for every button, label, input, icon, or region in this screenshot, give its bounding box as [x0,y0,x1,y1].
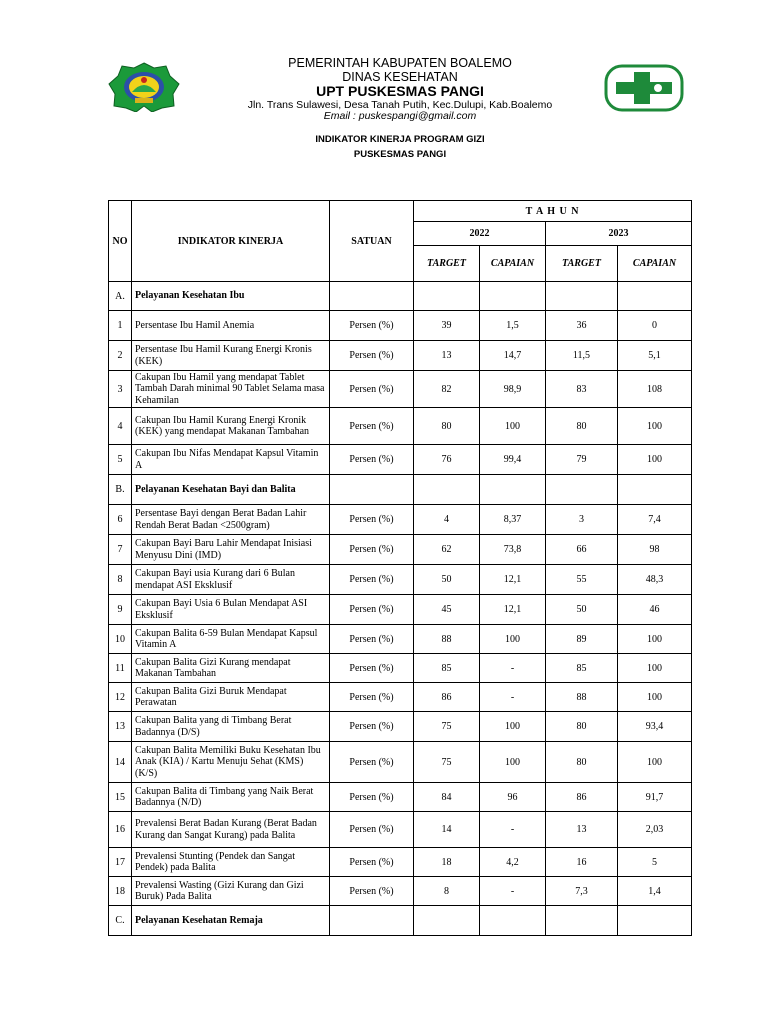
indicator-table [108,200,692,936]
row-number: 1 [109,311,132,341]
capaian-2023: 5 [618,848,692,877]
letterhead-department: DINAS KESEHATAN [342,70,458,84]
indicator-name: Persentase Ibu Hamil Kurang Energi Kronis (KEK) [132,341,330,371]
capaian-2023: 100 [618,683,692,712]
empty-cell [546,906,618,936]
indicator-name: Cakupan Bayi Baru Lahir Mendapat Inisiasi Menyusu Dini (IMD) [132,535,330,565]
indicator-name: Cakupan Balita Gizi Buruk Mendapat Perawatan [132,683,330,712]
unit: Persen (%) [330,683,414,712]
target-2022: 8 [414,877,480,906]
capaian-2023: 98 [618,535,692,565]
capaian-2022: - [480,683,546,712]
target-2023: 80 [546,712,618,742]
unit: Persen (%) [330,812,414,848]
unit: Persen (%) [330,848,414,877]
section-letter: A. [109,282,132,311]
target-2022: 75 [414,712,480,742]
row-number: 9 [109,595,132,625]
unit: Persen (%) [330,712,414,742]
target-2022: 13 [414,341,480,371]
table-row [109,712,692,742]
empty-cell [414,475,480,505]
indicator-name: Cakupan Ibu Hamil Kurang Energi Kronik (KEK) yang mendapat Makanan Tambahan [132,408,330,445]
target-2023: 11,5 [546,341,618,371]
capaian-2023: 5,1 [618,341,692,371]
table-row [109,371,692,408]
letterhead-address: Jln. Trans Sulawesi, Desa Tanah Putih, Kec.Dulupi, Kab.Boalemo [247,99,553,111]
empty-cell [330,475,414,505]
capaian-2023: 93,4 [618,712,692,742]
empty-cell [480,475,546,505]
empty-cell [414,906,480,936]
capaian-2022: - [480,877,546,906]
row-number: 13 [109,712,132,742]
section-letter: C. [109,906,132,936]
indicator-name: Prevalensi Berat Badan Kurang (Berat Badan Kurang dan Sangat Kurang) pada Balita [132,812,330,848]
table-row [109,683,692,712]
target-2023: 50 [546,595,618,625]
row-number: 15 [109,783,132,812]
target-2023: 3 [546,505,618,535]
target-2023: 66 [546,535,618,565]
row-number: 2 [109,341,132,371]
indicator-name: Persentase Ibu Hamil Anemia [132,311,330,341]
row-number: 16 [109,812,132,848]
target-2023: 80 [546,742,618,783]
header-target-2023: TARGET [546,246,618,282]
table-row [109,341,692,371]
capaian-2022: 100 [480,625,546,654]
header-capaian-2022: CAPAIAN [480,246,546,282]
unit: Persen (%) [330,625,414,654]
indicator-name: Prevalensi Wasting (Gizi Kurang dan Gizi Buruk) Pada Balita [132,877,330,906]
unit: Persen (%) [330,311,414,341]
row-number: 10 [109,625,132,654]
unit: Persen (%) [330,783,414,812]
capaian-2023: 1,4 [618,877,692,906]
row-number: 14 [109,742,132,783]
indicator-name: Cakupan Bayi usia Kurang dari 6 Bulan mendapat ASI Eksklusif [132,565,330,595]
empty-cell [330,906,414,936]
capaian-2023: 100 [618,625,692,654]
row-number: 18 [109,877,132,906]
capaian-2022: 100 [480,712,546,742]
capaian-2023: 48,3 [618,565,692,595]
table-row [109,783,692,812]
row-number: 5 [109,445,132,475]
capaian-2023: 2,03 [618,812,692,848]
capaian-2023: 108 [618,371,692,408]
table-row [109,505,692,535]
section-letter: B. [109,475,132,505]
capaian-2022: 100 [480,408,546,445]
capaian-2022: - [480,812,546,848]
table-row [109,877,692,906]
target-2022: 14 [414,812,480,848]
target-2023: 85 [546,654,618,683]
unit: Persen (%) [330,505,414,535]
target-2023: 80 [546,408,618,445]
indicator-name: Prevalensi Stunting (Pendek dan Sangat Pendek) pada Balita [132,848,330,877]
row-number: 11 [109,654,132,683]
target-2022: 45 [414,595,480,625]
table-row [109,595,692,625]
capaian-2023: 7,4 [618,505,692,535]
row-number: 3 [109,371,132,408]
unit: Persen (%) [330,565,414,595]
section-title: Pelayanan Kesehatan Bayi dan Balita [132,475,330,505]
target-2022: 80 [414,408,480,445]
capaian-2022: 1,5 [480,311,546,341]
capaian-2022: 100 [480,742,546,783]
target-2022: 18 [414,848,480,877]
header-year-2023: 2023 [546,222,692,246]
letterhead-institution: UPT PUSKESMAS PANGI [316,83,484,99]
target-2023: 83 [546,371,618,408]
table-row [109,445,692,475]
unit: Persen (%) [330,408,414,445]
target-2022: 50 [414,565,480,595]
table-row [109,408,692,445]
indicator-name: Cakupan Bayi Usia 6 Bulan Mendapat ASI Eksklusif [132,595,330,625]
target-2022: 39 [414,311,480,341]
capaian-2022: 98,9 [480,371,546,408]
empty-cell [546,282,618,311]
target-2022: 4 [414,505,480,535]
table-row [109,311,692,341]
section-row [109,906,692,936]
section-row [109,282,692,311]
unit: Persen (%) [330,371,414,408]
letterhead-government: PEMERINTAH KABUPATEN BOALEMO [288,56,512,70]
table-row [109,654,692,683]
target-2022: 85 [414,654,480,683]
capaian-2022: 4,2 [480,848,546,877]
capaian-2022: 12,1 [480,595,546,625]
target-2022: 76 [414,445,480,475]
empty-cell [546,475,618,505]
table-row [109,535,692,565]
target-2023: 13 [546,812,618,848]
header-no: NO [109,201,132,282]
empty-cell [414,282,480,311]
table-header-row [109,201,692,222]
table-row [109,565,692,595]
target-2023: 89 [546,625,618,654]
row-number: 7 [109,535,132,565]
indicator-name: Cakupan Balita 6-59 Bulan Mendapat Kapsul Vitamin A [132,625,330,654]
document-title: INDIKATOR KINERJA PROGRAM GIZI [315,134,485,145]
unit: Persen (%) [330,877,414,906]
target-2022: 88 [414,625,480,654]
target-2022: 75 [414,742,480,783]
unit: Persen (%) [330,595,414,625]
capaian-2023: 100 [618,445,692,475]
header-indikator: INDIKATOR KINERJA [132,201,330,282]
target-2022: 84 [414,783,480,812]
indicator-name: Cakupan Balita di Timbang yang Naik Berat Badannya (N/D) [132,783,330,812]
table-row [109,812,692,848]
empty-cell [618,475,692,505]
capaian-2022: 8,37 [480,505,546,535]
row-number: 8 [109,565,132,595]
unit: Persen (%) [330,654,414,683]
document-subtitle: PUSKESMAS PANGI [353,149,447,160]
capaian-2023: 100 [618,408,692,445]
unit: Persen (%) [330,445,414,475]
empty-cell [480,906,546,936]
indicator-name: Persentase Bayi dengan Berat Badan Lahir Rendah Berat Badan <2500gram) [132,505,330,535]
target-2023: 79 [546,445,618,475]
indicator-name: Cakupan Balita yang di Timbang Berat Badannya (D/S) [132,712,330,742]
section-row [109,475,692,505]
header-tahun: T A H U N [414,201,692,222]
letterhead-email: Email : puskespangi@gmail.com [323,110,477,122]
header-capaian-2023: CAPAIAN [618,246,692,282]
row-number: 4 [109,408,132,445]
target-2023: 55 [546,565,618,595]
target-2022: 86 [414,683,480,712]
capaian-2022: 96 [480,783,546,812]
empty-cell [618,906,692,936]
table-row [109,625,692,654]
header-target-2022: TARGET [414,246,480,282]
capaian-2022: 73,8 [480,535,546,565]
capaian-2022: - [480,654,546,683]
target-2023: 88 [546,683,618,712]
header-satuan: SATUAN [330,201,414,282]
empty-cell [480,282,546,311]
target-2023: 7,3 [546,877,618,906]
capaian-2023: 100 [618,654,692,683]
row-number: 17 [109,848,132,877]
target-2022: 82 [414,371,480,408]
unit: Persen (%) [330,535,414,565]
capaian-2023: 0 [618,311,692,341]
target-2022: 62 [414,535,480,565]
capaian-2023: 46 [618,595,692,625]
unit: Persen (%) [330,341,414,371]
capaian-2022: 14,7 [480,341,546,371]
capaian-2022: 99,4 [480,445,546,475]
capaian-2023: 100 [618,742,692,783]
indicator-name: Cakupan Ibu Nifas Mendapat Kapsul Vitamin A [132,445,330,475]
row-number: 12 [109,683,132,712]
section-title: Pelayanan Kesehatan Remaja [132,906,330,936]
empty-cell [618,282,692,311]
table-row [109,848,692,877]
indicator-name: Cakupan Balita Gizi Kurang mendapat Makanan Tambahan [132,654,330,683]
row-number: 6 [109,505,132,535]
table-row [109,742,692,783]
capaian-2022: 12,1 [480,565,546,595]
section-title: Pelayanan Kesehatan Ibu [132,282,330,311]
target-2023: 16 [546,848,618,877]
empty-cell [330,282,414,311]
header-year-2022: 2022 [414,222,546,246]
capaian-2023: 91,7 [618,783,692,812]
unit: Persen (%) [330,742,414,783]
target-2023: 36 [546,311,618,341]
indicator-name: Cakupan Balita Memiliki Buku Kesehatan Ibu Anak (KIA) / Kartu Menuju Sehat (KMS) (K/S) [132,742,330,783]
indicator-name: Cakupan Ibu Hamil yang mendapat Tablet Tambah Darah minimal 90 Tablet Selama masa Kehamilan [132,371,330,408]
target-2023: 86 [546,783,618,812]
